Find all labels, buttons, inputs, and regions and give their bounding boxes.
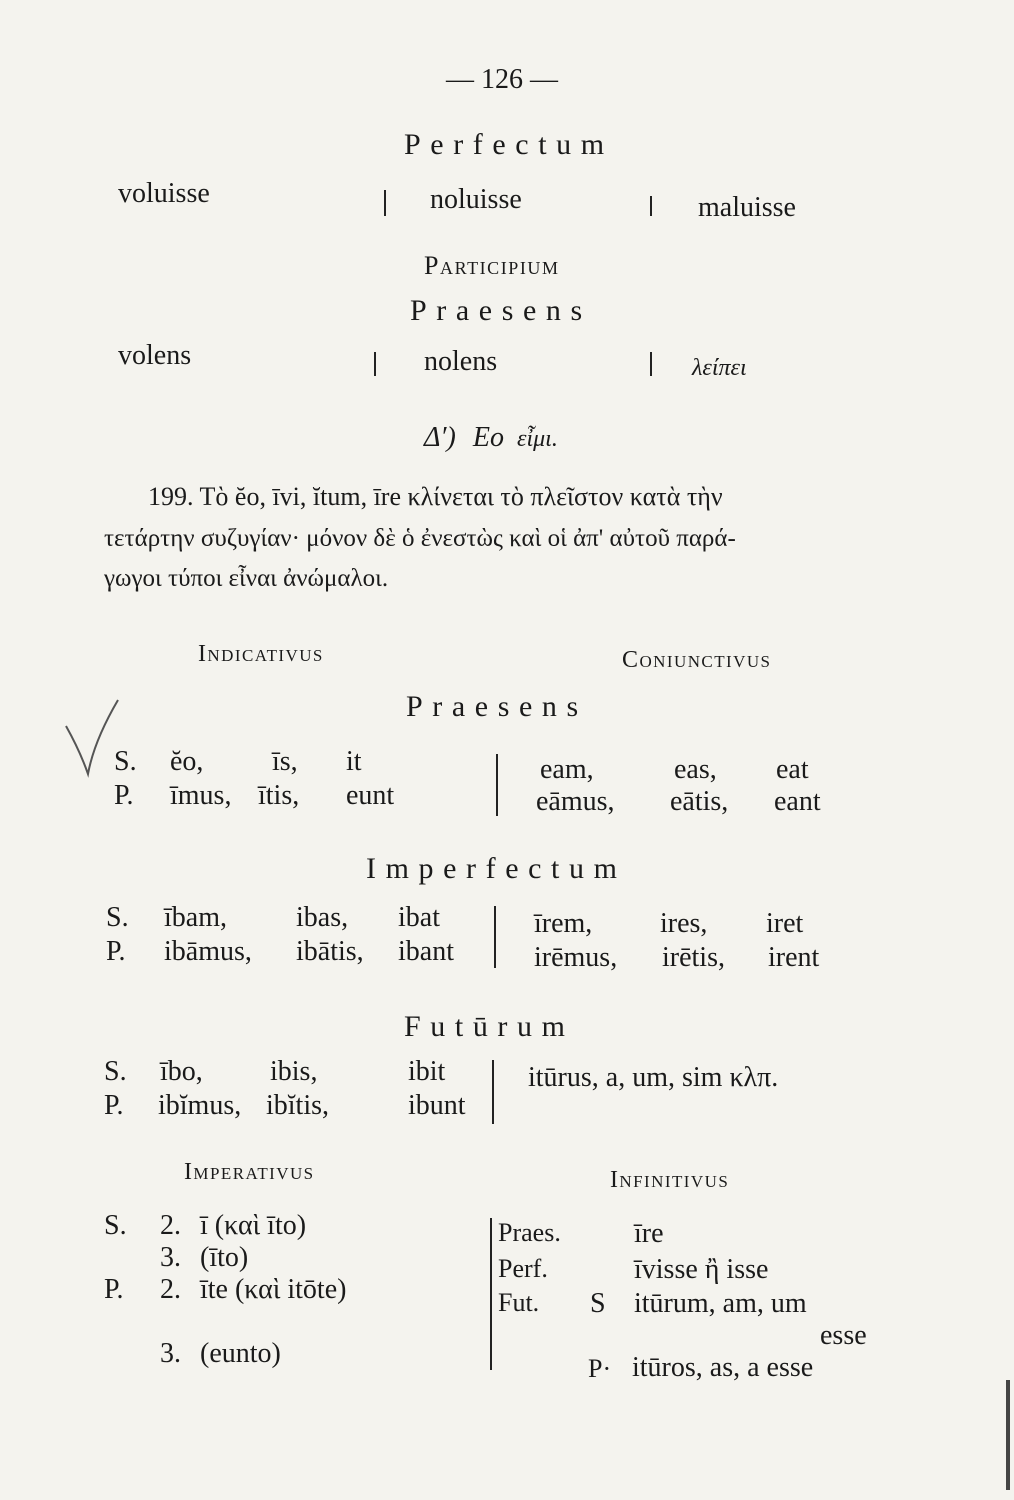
infinitivus-heading: Infinitivus: [610, 1167, 730, 1193]
perfectum-volo: voluisse: [118, 178, 210, 209]
paragraph-line-2: τετάρτην συζυγίαν· μόνον δὲ ὁ ἐνεστὼς καὶ οἱ ἀπ' αὐτοῦ παρά-: [104, 525, 736, 552]
imperfectum-conj-p-1: irēmus,: [534, 942, 618, 973]
futurum-ind-p-1: ibĭmus,: [158, 1090, 242, 1121]
praesens-conj-p-3: eant: [774, 786, 821, 817]
praesens-conj-s-1: eam,: [540, 754, 594, 785]
imperfectum-p-label: P.: [106, 936, 126, 967]
infinitivus-fut-s-label: S: [590, 1288, 606, 1319]
praesens-conj-s-3: eat: [776, 754, 809, 785]
praesens-conj-p-1: eāmus,: [536, 786, 615, 817]
praesens-s-label: S.: [114, 746, 137, 777]
perfectum-heading: Perfectum: [404, 128, 614, 161]
participium-malo: λείπει: [692, 355, 747, 381]
imperativus-p-label: P.: [104, 1274, 124, 1305]
coniunctivus-heading: Coniunctivus: [622, 647, 772, 673]
column-divider: [374, 352, 376, 376]
imperfectum-ind-p-2: ibātis,: [296, 936, 364, 967]
participium-praesens-heading: Praesens: [410, 294, 592, 327]
futurum-ind-p-2: ibĭtis,: [266, 1090, 330, 1121]
imperativus-heading: Imperativus: [184, 1159, 315, 1185]
imperfectum-ind-p-1: ibāmus,: [164, 936, 252, 967]
infinitivus-praes-form: īre: [634, 1218, 664, 1249]
paragraph-line-1: 199. Τὸ ĕo, īvi, ĭtum, īre κλίνεται τὸ πλεῖστον κατὰ τὴν: [148, 482, 723, 511]
futurum-ind-p-3: ibunt: [408, 1090, 466, 1121]
section-label: Δ′): [424, 422, 456, 453]
check-mark-icon: [58, 696, 122, 786]
column-divider: [384, 190, 386, 216]
infinitivus-fut-s-form2: esse: [820, 1320, 867, 1351]
imperativus-num-2: 3.: [160, 1242, 181, 1273]
praesens-ind-p-2: ītis,: [258, 780, 300, 811]
imperativus-form-1: ī (καὶ īto): [200, 1210, 307, 1241]
infinitivus-perf-label: Perf.: [498, 1254, 548, 1283]
imperfectum-ind-s-1: ībam,: [164, 902, 227, 933]
imperativus-num-3: 2.: [160, 1274, 181, 1305]
futurum-ind-s-1: ībo,: [160, 1056, 203, 1087]
futurum-p-label: P.: [104, 1090, 124, 1121]
indicativus-heading: Indicativus: [198, 641, 324, 667]
section-heading: [424, 424, 558, 452]
imperfectum-s-label: S.: [106, 902, 129, 933]
imperfectum-conj-s-2: ires,: [660, 908, 708, 939]
praesens-ind-p-3: eunt: [346, 780, 395, 811]
imperfectum-conj-p-2: irētis,: [662, 942, 725, 973]
praesens-conj-p-2: eātis,: [670, 786, 729, 817]
praesens-conj-s-2: eas,: [674, 754, 717, 785]
praesens-ind-p-1: īmus,: [170, 780, 232, 811]
futurum-conj: itūrus, a, um, sim κλπ.: [528, 1062, 779, 1093]
imperativus-s-label: S.: [104, 1210, 127, 1241]
imperfectum-ind-s-2: ibas,: [296, 902, 349, 933]
infinitivus-praes-label: Praes.: [498, 1218, 561, 1247]
imperativus-form-4: (eunto): [200, 1338, 281, 1369]
page-number: — 126 —: [446, 64, 558, 95]
section-verb: Eo: [472, 422, 504, 453]
infinitivus-fut-p-form: itūros, as, a esse: [632, 1352, 814, 1383]
praesens-p-label: P.: [114, 780, 134, 811]
infinitivus-fut-s-form: itūrum, am, um: [634, 1288, 807, 1319]
imperfectum-heading: Imperfectum: [366, 852, 627, 885]
futurum-heading: Futūrum: [404, 1010, 575, 1043]
perfectum-nolo: noluisse: [430, 184, 522, 215]
imperativus-num-4: 3.: [160, 1338, 181, 1369]
paragraph-line-3: γωγοι τύποι εἶναι ἀνώμαλοι.: [104, 565, 389, 592]
infinitivus-perf-form: īvisse ἢ isse: [634, 1254, 769, 1285]
scan-edge: [1006, 1380, 1010, 1490]
column-divider: [650, 352, 652, 376]
praesens-heading: Praesens: [406, 690, 588, 723]
praesens-ind-s-2: īs,: [272, 746, 298, 777]
imperativus-form-2: (īto): [200, 1242, 249, 1273]
infinitivus-fut-label: Fut.: [498, 1288, 540, 1317]
imperfectum-conj-s-1: īrem,: [534, 908, 593, 939]
praesens-ind-s-3: it: [346, 746, 362, 777]
imperfectum-conj-s-3: iret: [766, 908, 804, 939]
imperfectum-conj-p-3: irent: [768, 942, 820, 973]
imperfectum-ind-p-3: ibant: [398, 936, 454, 967]
infinitivus-fut-p-label: P·: [588, 1354, 612, 1383]
section-greek: εἶμι.: [517, 426, 558, 452]
imperativus-num-1: 2.: [160, 1210, 181, 1241]
participium-volo: volens: [118, 340, 192, 371]
column-divider: [650, 196, 652, 216]
futurum-ind-s-2: ibis,: [270, 1056, 318, 1087]
column-divider: [496, 754, 498, 816]
participium-nolo: nolens: [424, 346, 498, 377]
perfectum-malo: maluisse: [698, 192, 796, 223]
participium-heading: Participium: [424, 251, 560, 280]
column-divider: [494, 906, 496, 968]
column-divider: [492, 1060, 494, 1124]
futurum-ind-s-3: ibit: [408, 1056, 446, 1087]
futurum-s-label: S.: [104, 1056, 127, 1087]
imperativus-form-3: īte (καὶ itōte): [200, 1274, 347, 1305]
imperfectum-ind-s-3: ibat: [398, 902, 440, 933]
praesens-ind-s-1: ĕo,: [170, 746, 204, 777]
column-divider: [490, 1218, 492, 1370]
